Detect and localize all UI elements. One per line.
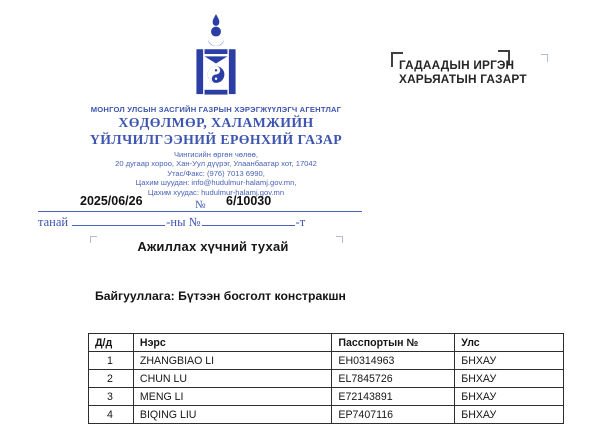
agency-name-line1: ХӨДӨЛМӨР, ХАЛАМЖИЙН (118, 115, 314, 130)
table-header-cell: Пасспортын № (332, 334, 455, 352)
addressee-prefix: танай (38, 215, 69, 229)
table-cell: 2 (89, 370, 134, 388)
address-line: Цахим шуудан: info@hudulmur-halamj.gov.mn, (135, 178, 297, 188)
letter-number: 6/10030 (226, 194, 272, 208)
recipient-line2: ХАРЬЯАТЫН ГАЗАРТ (399, 71, 527, 86)
organization-label: Байгууллага: (95, 289, 175, 303)
table-cell: EH0314963 (332, 352, 455, 370)
recipient-line1: ГАДААДЫН ИРГЭН (399, 58, 515, 72)
table-header-cell: Нэрс (133, 334, 331, 352)
table-cell: БНХАУ (455, 352, 564, 370)
table-cell: EL7845726 (332, 370, 455, 388)
agency-address (46, 150, 386, 197)
address-line: Цахим хуудас: hudulmur-halamj.gov.mn (147, 187, 285, 197)
table-cell: EP7407116 (332, 406, 455, 424)
table-header-row (89, 334, 564, 352)
table-row (89, 406, 564, 424)
table-cell: 1 (89, 352, 134, 370)
table-cell: БНХАУ (455, 406, 564, 424)
agency-superline: МОНГОЛ УЛСЫН ЗАСГИЙН ГАЗРЫН ХЭРЭГЖҮҮЛЭГЧ АГЕНТЛАГ (90, 105, 342, 114)
soyombo-logo-icon (46, 12, 386, 101)
table-body (89, 352, 564, 424)
address-line: 20 дугаар хороо, Хан-Уул дүүрэг, Улаанбаатар хот, 17042 (115, 159, 317, 169)
table-cell: ZHANGBIAO LI (133, 352, 331, 370)
table-row (89, 388, 564, 406)
blank-line (202, 215, 295, 226)
recipient-block (399, 58, 527, 86)
address-line: Утас/Факс: (976) 7013 6990, (167, 168, 265, 178)
reference-line (38, 192, 362, 212)
table-row (89, 352, 564, 370)
agency-name-line2: ҮЙЛЧИЛГЭЭНИЙ ЕРӨНХИЙ ГАЗАР (89, 131, 343, 147)
addressee-line (38, 215, 305, 230)
blank-line (72, 215, 165, 226)
table-cell: CHUN LU (133, 370, 331, 388)
workers-table (88, 333, 564, 424)
corner-mark-icon (541, 54, 548, 62)
subject-title: Ажиллах хүчний тухай (137, 239, 289, 254)
number-symbol: № (195, 199, 206, 211)
table-cell: MENG LI (133, 388, 331, 406)
organization-line (95, 289, 346, 303)
organization-name: Бүтээн босголт констракшн (178, 289, 346, 303)
table-header-cell: Улс (455, 334, 564, 352)
table-cell: БНХАУ (455, 388, 564, 406)
letter-date: 2025/06/26 (80, 194, 143, 208)
addressee-suffix: -т (295, 215, 306, 229)
addressee-mid: -ны № (166, 215, 201, 229)
corner-mark-icon (336, 236, 343, 243)
table-row (89, 370, 564, 388)
table-cell: 3 (89, 388, 134, 406)
corner-mark-icon (90, 236, 97, 243)
table-cell: BIQING LIU (133, 406, 331, 424)
table-cell: 4 (89, 406, 134, 424)
table-cell: E72143891 (332, 388, 455, 406)
letterhead (46, 12, 386, 197)
address-line: Чингисийн өргөн чөлөө, (173, 150, 258, 159)
table-cell: БНХАУ (455, 370, 564, 388)
table-header-cell: Д/д (89, 334, 134, 352)
table-header (89, 334, 564, 352)
